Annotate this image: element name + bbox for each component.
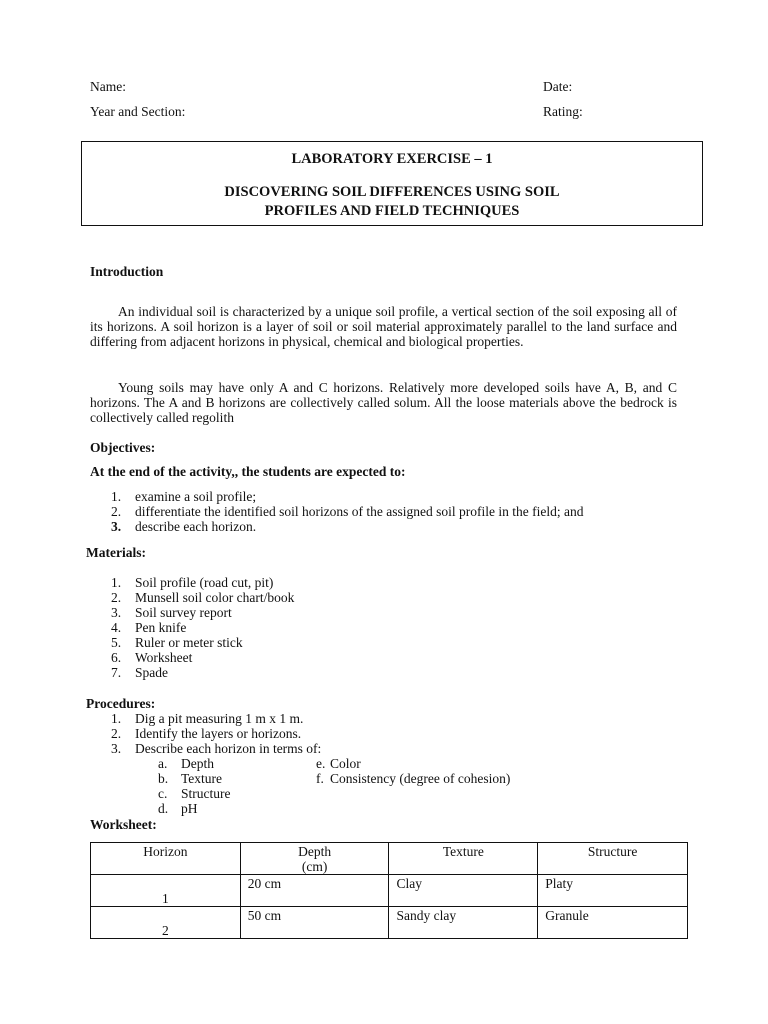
list-item	[90, 519, 584, 534]
sublist-item	[316, 771, 576, 786]
list-text: Soil profile (road cut, pit)	[135, 575, 274, 590]
structure-cell: Granule	[538, 907, 688, 939]
depth-cell: 50 cm	[240, 907, 389, 939]
procedures-sublist-left	[158, 756, 308, 816]
list-text: examine a soil profile;	[135, 489, 257, 504]
list-text: Dig a pit measuring 1 m x 1 m.	[135, 711, 304, 726]
texture-cell: Sandy clay	[389, 907, 538, 939]
table-header-row	[91, 843, 688, 875]
list-item	[90, 590, 294, 605]
column-header-depth	[240, 843, 389, 875]
list-number: 7.	[111, 665, 122, 680]
introduction-paragraph-2	[90, 380, 677, 425]
sublist-item	[158, 771, 308, 786]
list-text: Spade	[135, 665, 168, 680]
list-number: 2.	[111, 504, 122, 519]
sublist-item	[158, 801, 308, 816]
list-number: 1.	[111, 575, 122, 590]
list-text: Ruler or meter stick	[135, 635, 243, 650]
worksheet-heading: Worksheet:	[90, 817, 157, 832]
sublist-text: pH	[181, 801, 198, 816]
texture-cell: Clay	[389, 875, 538, 907]
objectives-list	[90, 489, 584, 534]
list-number: 3.	[111, 741, 122, 756]
list-number: 1.	[111, 711, 122, 726]
list-number: 3.	[111, 519, 122, 534]
sublist-letter: e.	[316, 756, 326, 771]
list-number: 3.	[111, 605, 122, 620]
title-box	[81, 141, 703, 226]
sublist-letter: b.	[158, 771, 169, 786]
column-header-horizon: Horizon	[91, 843, 241, 875]
exercise-title-line2: PROFILES AND FIELD TECHNIQUES	[264, 203, 520, 219]
column-header-depth-line1: Depth	[298, 844, 332, 859]
procedures-sublist-right	[316, 756, 576, 786]
introduction-paragraph-2-text: Young soils may have only A and C horizons. Relatively more developed soils have A, B, and C horizons. The A and B horizons are collectively called solum. All the loose materials above the bedrock is collectively called regolith	[90, 380, 677, 425]
materials-heading: Materials:	[86, 545, 146, 560]
sublist-text: Color	[330, 756, 361, 771]
exercise-title	[82, 183, 702, 221]
list-number: 6.	[111, 650, 122, 665]
sublist-letter: c.	[158, 786, 168, 801]
sublist-letter: a.	[158, 756, 168, 771]
sublist-text: Texture	[181, 771, 223, 786]
horizon-cell: 2	[91, 907, 241, 939]
column-header-structure: Structure	[538, 843, 688, 875]
exercise-number-title: LABORATORY EXERCISE – 1	[291, 151, 493, 167]
structure-cell: Platy	[538, 875, 688, 907]
list-number: 2.	[111, 726, 122, 741]
list-text: Describe each horizon in terms of:	[135, 741, 322, 756]
depth-cell: 20 cm	[240, 875, 389, 907]
sublist-text: Structure	[181, 786, 231, 801]
worksheet-table	[90, 842, 688, 939]
list-item	[90, 635, 294, 650]
sublist-text: Depth	[181, 756, 214, 771]
list-item	[90, 504, 584, 519]
list-item	[90, 741, 321, 756]
sublist-item	[316, 756, 576, 771]
column-header-texture: Texture	[389, 843, 538, 875]
sublist-item	[158, 786, 308, 801]
list-item	[90, 575, 294, 590]
name-label: Name:	[90, 79, 126, 94]
list-item	[90, 605, 294, 620]
rating-label: Rating:	[543, 104, 583, 119]
sublist-text: Consistency (degree of cohesion)	[330, 771, 511, 786]
list-text: Worksheet	[135, 650, 193, 665]
list-item	[90, 711, 321, 726]
list-text: Munsell soil color chart/book	[135, 590, 295, 605]
list-item	[90, 650, 294, 665]
sublist-letter: d.	[158, 801, 169, 816]
list-text: Soil survey report	[135, 605, 232, 620]
procedures-heading: Procedures:	[86, 696, 156, 711]
introduction-heading: Introduction	[90, 264, 164, 279]
procedures-list	[90, 711, 321, 756]
year-section-label: Year and Section:	[90, 104, 186, 119]
horizon-cell: 1	[91, 875, 241, 907]
list-text: describe each horizon.	[135, 519, 257, 534]
date-label: Date:	[543, 79, 573, 94]
list-item	[90, 489, 584, 504]
sublist-item	[158, 756, 308, 771]
list-item	[90, 620, 294, 635]
table-row	[91, 907, 688, 939]
sublist-letter: f.	[316, 771, 324, 786]
list-item	[90, 665, 294, 680]
list-text: differentiate the identified soil horizons of the assigned soil profile in the field; and	[135, 504, 584, 519]
list-number: 1.	[111, 489, 122, 504]
list-text: Identify the layers or horizons.	[135, 726, 302, 741]
introduction-paragraph-1-text: An individual soil is characterized by a unique soil profile, a vertical section of the soil exposing all of its horizons. A soil horizon is a layer of soil or soil material approximately parallel to the land surface and differing from adjacent horizons in physical, chemical and biological properties.	[90, 304, 677, 349]
list-item	[90, 726, 321, 741]
table-row	[91, 875, 688, 907]
column-header-depth-unit: (cm)	[301, 859, 328, 874]
list-number: 2.	[111, 590, 122, 605]
objectives-heading: Objectives:	[90, 440, 156, 455]
list-text: Pen knife	[135, 620, 187, 635]
objectives-lead: At the end of the activity,, the students are expected to:	[90, 464, 406, 479]
materials-list	[90, 575, 294, 680]
list-number: 4.	[111, 620, 122, 635]
exercise-title-line1: DISCOVERING SOIL DIFFERENCES USING SOIL	[224, 184, 560, 200]
list-number: 5.	[111, 635, 122, 650]
introduction-paragraph-1	[90, 304, 677, 349]
